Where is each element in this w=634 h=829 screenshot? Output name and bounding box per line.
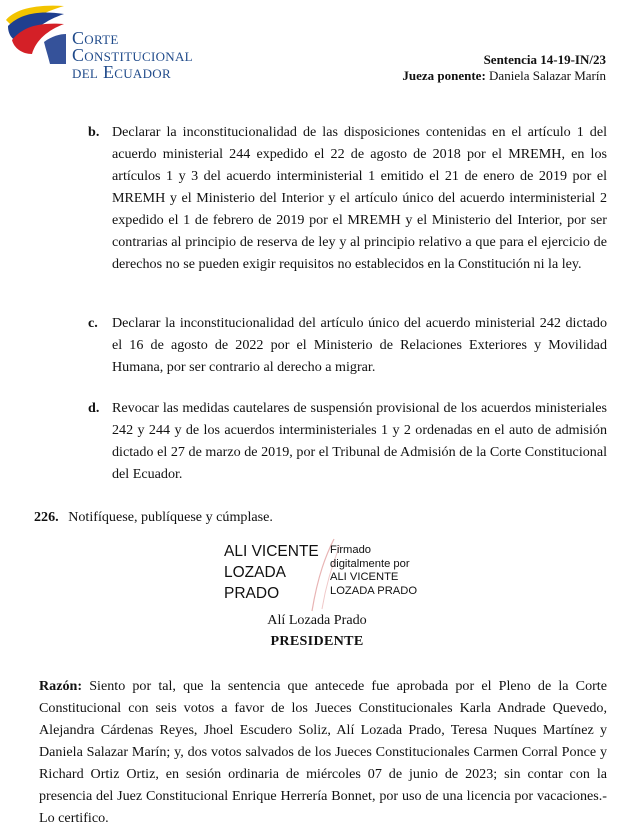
signature-meta-line-2: digitalmente por <box>330 557 410 570</box>
court-emblem-icon <box>4 2 66 64</box>
signer-printed-name: Alí Lozada Prado <box>267 612 367 628</box>
signature-meta-line-4: LOZADA PRADO <box>330 584 418 597</box>
item-text: Declarar la inconstitucionalidad del artículo único del acuerdo ministerial 242 dictado el 16 de agosto de 2022 por el Ministerio de Relaciones Exteriores y Movilidad Humana, por ser contrario al derecho a migrar. <box>112 315 607 375</box>
signature-name <box>224 541 319 604</box>
resolution-item-d <box>88 397 607 485</box>
case-header <box>402 52 606 84</box>
judge-name: Daniela Salazar Marín <box>489 68 606 83</box>
item-letter: d. <box>88 400 100 416</box>
signature-name-line-3: PRADO <box>224 585 280 602</box>
resolution-item-b <box>88 121 607 275</box>
court-name-line-3: del Ecuador <box>72 62 171 82</box>
court-name-line-2: Constitucional <box>72 45 193 65</box>
signature-meta-line-1: Firmado <box>330 544 372 556</box>
judge-line <box>402 68 606 84</box>
item-text: Declarar la inconstitucionalidad de las disposiciones contenidas en el artículo 1 del acuerdo ministerial 244 expedido el 22 de agosto de 2018 por el MREMH, en los artículos 1 y 3 del acuerdo interministerial 1 emitido el 21 de enero de 2019 por el MREMH y el Ministerio del Interior y el artículo único del acuerdo interministerial 2 expedido el 1 de febrero de 2019 por el MREMH y el Ministerio del Interior, por ser contrarias al principio de reserva de ley y al principio relativo a que para el ejercicio de derechos no se pueden exigir requisitos no establecidos en la Constitución ni la ley. <box>112 124 607 272</box>
certification-paragraph <box>39 675 607 829</box>
certification-text: Siento por tal, que la sentencia que antecede fue aprobada por el Pleno de la Corte Constitucional con seis votos a favor de los Jueces Constitucionales Karla Andrade Quevedo, Alejandra Cárdenas Reyes, Jhoel Escudero Soliz, Alí Lozada Prado, Teresa Nuques Martínez y Daniela Salazar Marín; y, dos votos salvados de los Jueces Constitucionales Carmen Corral Ponce y Richard Ortiz Ortiz, en sesión ordinaria de miércoles 07 de junio de 2023; sin contar con la presencia del Juez Constitucional Enrique Herrería Bonnet, por uso de una licencia por vacaciones.- Lo certifico. <box>39 678 607 826</box>
case-number: Sentencia 14-19-IN/23 <box>483 52 606 67</box>
signature-meta-line-3: ALI VICENTE <box>330 571 399 583</box>
resolution-item-c <box>88 312 607 378</box>
paragraph-226 <box>34 506 273 528</box>
item-letter: c. <box>88 315 98 331</box>
signature-metadata <box>330 544 417 598</box>
digital-signature <box>224 541 444 611</box>
paragraph-text: Notifíquese, publíquese y cúmplase. <box>68 509 273 525</box>
court-name <box>72 30 193 81</box>
certification-label: Razón: <box>39 678 83 694</box>
item-text: Revocar las medidas cautelares de suspensión provisional de los acuerdos ministeriales 242 y 244 y de los acuerdos interministeriales 1 y 2 ordenadas en el auto de admisión dictado el 27 de marzo de 2019, por el Tribunal de Admisión de la Corte Constitucional del Ecuador. <box>112 400 607 482</box>
court-logo <box>4 2 66 64</box>
signature-name-line-1: ALI VICENTE <box>224 543 319 560</box>
court-name-line-1: Corte <box>72 28 119 48</box>
signature-name-line-2: LOZADA <box>224 564 287 581</box>
signer-title: PRESIDENTE <box>270 633 364 649</box>
item-letter: b. <box>88 124 100 140</box>
judge-label: Jueza ponente: <box>402 68 486 83</box>
paragraph-number: 226. <box>34 509 59 525</box>
